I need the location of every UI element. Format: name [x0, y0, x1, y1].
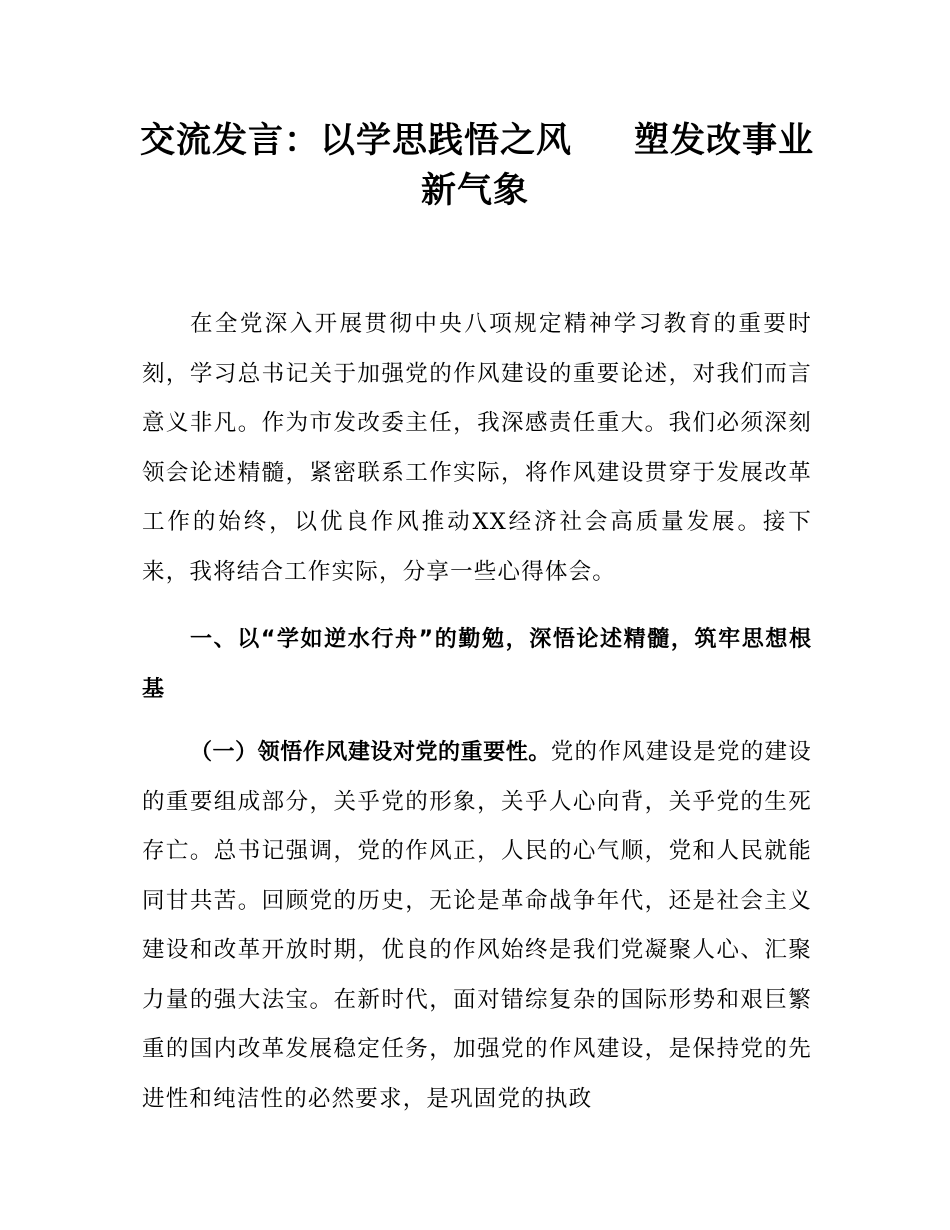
title-part-2: 塑发改事业 — [634, 121, 815, 161]
document-title-line-2: 新气象 — [420, 171, 529, 211]
section-heading-1: 一、以“学如逆水行舟”的勤勉，深悟论述精髓，筑牢思想根基 — [142, 627, 812, 702]
document-title-line-1 — [140, 118, 815, 164]
intro-paragraph: 在全党深入开展贯彻中央八项规定精神学习教育的重要时刻，学习总书记关于加强党的作风建设的重要论述，对我们而言意义非凡。作为市发改委主任，我深感责任重大。我们必须深刻领会论述精髓，紧密联系工作实际，将作风建设贯穿于发展改革工作的始终，以优良作风推动XX经济社会高质量发展。接下来，我将结合工作实际，分享一些心得体会。 — [142, 311, 812, 585]
section-paragraph-1-text: 党的作风建设是党的建设的重要组成部分，关乎党的形象，关乎人心向背，关乎党的生死存亡。总书记强调，党的作风正，人民的心气顺，党和人民就能同甘共苦。回顾党的历史，无论是革命战争年代，还是社会主义建设和改革开放时期，优良的作风始终是我们党凝聚人心、汇聚力量的强大法宝。在新时代，面对错综复杂的国际形势和艰巨繁重的国内改革发展稳定任务，加强党的作风建设，是保持党的先进性和纯洁性的必然要求，是巩固党的执政 — [142, 739, 812, 1112]
section-paragraph-1 — [142, 728, 812, 1124]
subheading-1: （一）领悟作风建设对党的重要性。 — [190, 740, 551, 765]
title-part-1: 交流发言：以学思践悟之风 — [140, 121, 573, 161]
